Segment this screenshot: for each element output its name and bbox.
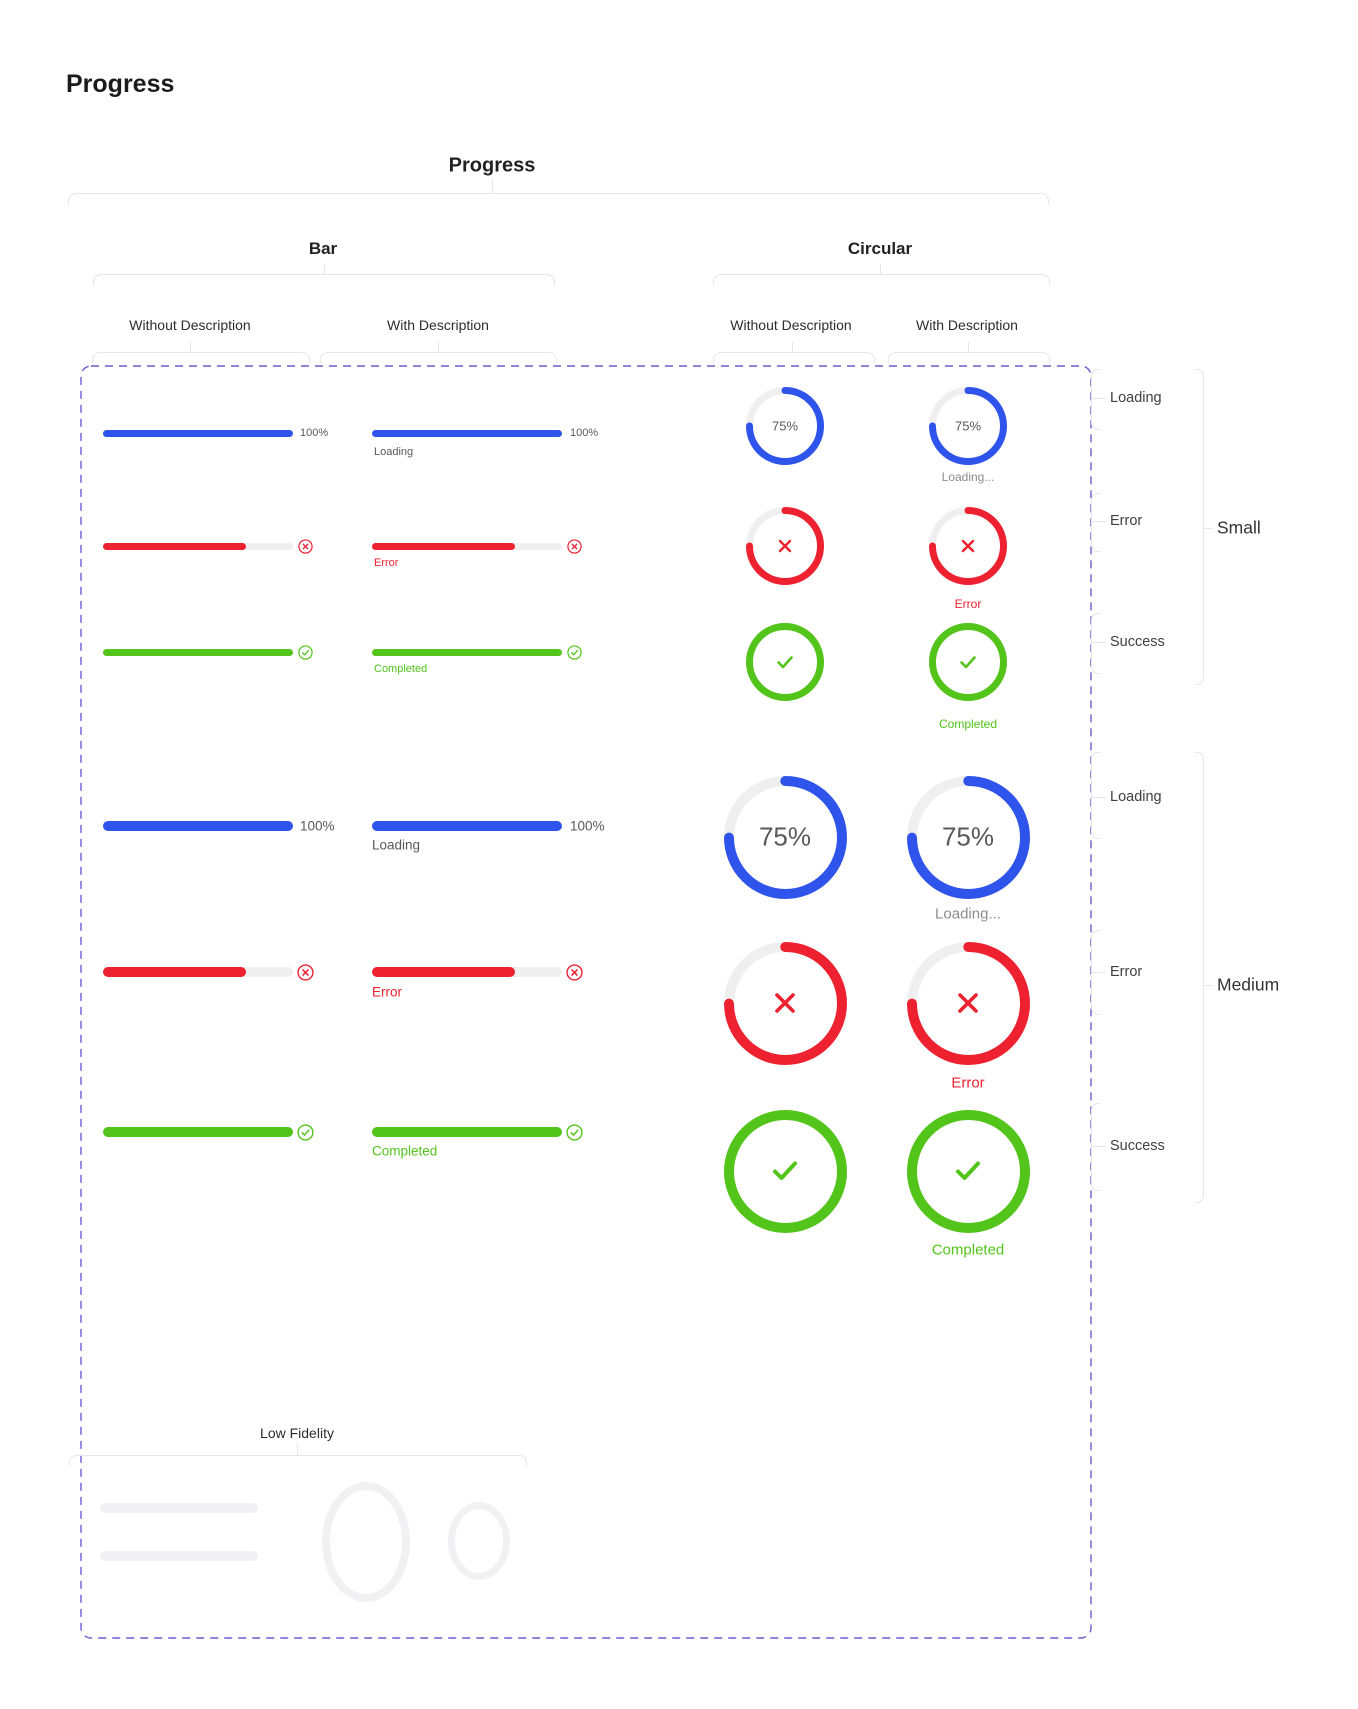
low-fidelity-label: Low Fidelity xyxy=(260,1425,334,1441)
progress-value-label: 100% xyxy=(570,818,605,834)
progress-bar-fill xyxy=(372,543,515,550)
circular-description: Completed xyxy=(938,717,998,731)
progress-bar-small-error-described xyxy=(372,543,562,550)
circled-x-icon xyxy=(566,964,583,981)
col-tick xyxy=(792,342,793,352)
tree-bar-bracket xyxy=(93,274,555,285)
size-label-medium: Medium xyxy=(1217,974,1280,995)
circled-check-icon xyxy=(297,1124,314,1141)
col-tick xyxy=(968,342,969,352)
progress-bar-fill xyxy=(103,1127,293,1137)
progress-bar-small-success xyxy=(103,649,293,656)
low-fidelity-bracket xyxy=(69,1455,527,1466)
row-tick xyxy=(1092,1146,1106,1147)
progress-bar-fill xyxy=(372,649,562,656)
annotation-medium-error: Error xyxy=(1110,964,1143,980)
circular-description: Completed xyxy=(931,1241,1005,1259)
col-bracket-circular-with xyxy=(888,352,1050,363)
annotation-medium-success: Success xyxy=(1110,1138,1165,1154)
tree-bar-tick xyxy=(324,264,325,274)
circular-value-label: 75% xyxy=(758,821,812,852)
group-tick xyxy=(1203,985,1213,986)
circled-check-icon xyxy=(566,1124,583,1141)
annotation-small-success: Success xyxy=(1110,634,1165,650)
col-bracket-bar-with xyxy=(320,352,557,363)
circular-value-label: 75% xyxy=(954,418,982,434)
progress-bar-medium-error xyxy=(103,967,293,977)
circular-description: Error xyxy=(951,1074,985,1092)
circled-x-icon xyxy=(567,539,582,554)
skeleton-bar xyxy=(100,1503,258,1513)
skeleton-circle-large xyxy=(322,1482,410,1602)
group-bracket-small xyxy=(1195,369,1204,685)
group-tick xyxy=(1203,528,1213,529)
annotation-small-loading: Loading xyxy=(1110,390,1162,406)
row-bracket-medium-success xyxy=(1091,1103,1100,1191)
row-tick xyxy=(1092,521,1106,522)
progress-bar-fill xyxy=(103,430,293,437)
row-tick xyxy=(1092,797,1106,798)
col-bracket-circular-without xyxy=(713,352,875,363)
tree-root-label: Progress xyxy=(448,154,536,177)
x-icon xyxy=(957,535,979,557)
progress-description: Error xyxy=(372,984,402,1000)
progress-value-label: 100% xyxy=(300,818,335,834)
skeleton-circle-small xyxy=(448,1502,510,1580)
progress-bar-fill xyxy=(103,649,293,656)
col-tick xyxy=(438,342,439,352)
circled-x-icon xyxy=(297,964,314,981)
progress-description: Completed xyxy=(372,1143,438,1159)
row-bracket-medium-loading xyxy=(1091,752,1100,839)
progress-bar-fill xyxy=(103,543,246,550)
circled-check-icon xyxy=(298,645,313,660)
progress-bar-fill xyxy=(372,1127,562,1137)
row-tick xyxy=(1092,398,1106,399)
x-icon xyxy=(774,535,796,557)
tree-root-bracket xyxy=(68,193,1049,204)
check-icon xyxy=(764,1150,806,1192)
progress-bar-medium-success xyxy=(103,1127,293,1137)
tree-bar-group-label: Bar xyxy=(308,239,338,258)
progress-description: Completed xyxy=(374,663,428,675)
circular-description: Loading... xyxy=(941,470,995,484)
progress-bar-small-loading-described xyxy=(372,430,562,437)
col-header-circular-with-description: With Description xyxy=(916,317,1018,333)
progress-value-label: 100% xyxy=(570,427,599,439)
row-tick xyxy=(1092,972,1106,973)
progress-bar-fill xyxy=(372,967,515,977)
circular-description: Error xyxy=(954,597,982,611)
check-icon xyxy=(947,1150,989,1192)
page-title: Progress xyxy=(66,70,175,98)
tree-circular-tick xyxy=(880,264,881,274)
row-tick xyxy=(1092,642,1106,643)
circled-check-icon xyxy=(567,645,582,660)
row-bracket-small-error xyxy=(1091,493,1100,552)
group-bracket-medium xyxy=(1195,752,1204,1203)
x-icon xyxy=(950,985,986,1021)
progress-value-label: 100% xyxy=(300,427,329,439)
progress-bar-small-success-described xyxy=(372,649,562,656)
circular-description: Loading... xyxy=(935,905,1001,923)
progress-bar-fill xyxy=(103,821,293,831)
circular-value-label: 75% xyxy=(771,418,799,434)
progress-bar-fill xyxy=(372,821,562,831)
tree-circular-group-label: Circular xyxy=(847,239,913,258)
progress-bar-medium-loading xyxy=(103,821,293,831)
progress-bar-medium-success-described xyxy=(372,1127,562,1137)
check-icon xyxy=(955,649,981,675)
col-tick xyxy=(190,342,191,352)
progress-bar-small-loading xyxy=(103,430,293,437)
tree-circular-bracket xyxy=(713,274,1050,285)
col-header-bar-with-description: With Description xyxy=(387,317,489,333)
skeleton-bar xyxy=(100,1551,258,1561)
progress-bar-fill xyxy=(103,967,246,977)
col-bracket-bar-without xyxy=(92,352,310,363)
progress-description: Error xyxy=(374,557,399,569)
size-label-small: Small xyxy=(1217,517,1261,538)
tree-root-tick xyxy=(492,180,493,193)
x-icon xyxy=(767,985,803,1021)
progress-bar-medium-loading-described xyxy=(372,821,562,831)
circular-value-label: 75% xyxy=(941,821,995,852)
col-header-bar-without-description: Without Description xyxy=(129,317,251,333)
circled-x-icon xyxy=(298,539,313,554)
row-bracket-small-loading xyxy=(1091,369,1100,430)
progress-bar-small-error xyxy=(103,543,293,550)
check-icon xyxy=(772,649,798,675)
col-header-circular-without-description: Without Description xyxy=(730,317,852,333)
progress-description: Loading xyxy=(374,446,414,458)
progress-description: Loading xyxy=(372,837,421,853)
progress-bar-fill xyxy=(372,430,562,437)
row-bracket-small-success xyxy=(1091,613,1100,674)
low-fidelity-tick xyxy=(297,1444,298,1455)
annotation-medium-loading: Loading xyxy=(1110,789,1162,805)
annotation-small-error: Error xyxy=(1110,513,1143,529)
progress-bar-medium-error-described xyxy=(372,967,562,977)
